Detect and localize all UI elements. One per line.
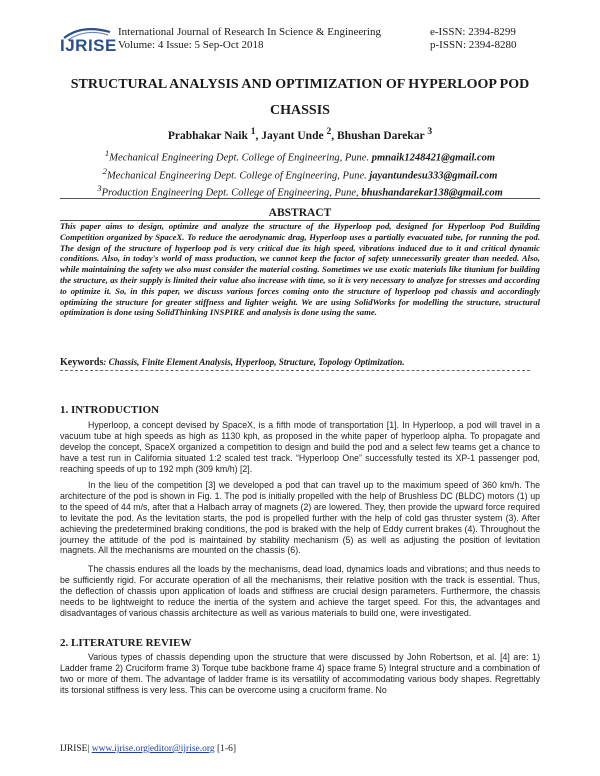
- literature-paragraph-1: Various types of chassis depending upon the structure that were discussed by John Robertson, et al. [4] are: 1) Ladder frame 2) Cruciform frame 3) Torque tube backbone frame 4) space frame 5) Integral structure and a combination of two or more of them. The advantage of ladder frame is its versatility of accommodating various body shapes. Regrettably its torsional stiffness is very less. This can be overcome using a cruciform frame. No: [60, 652, 540, 695]
- intro-paragraph-3: The chassis endures all the loads by the mechanisms, dead load, dynamics loads and vibrations; and thus needs to be sufficiently rigid. For accurate operation of all the mechanisms, their relative position with the track is essential. Thus, the deflection of chassis upon application of loads and stiffness are crucial design parameters. Furthermore, the chassis needs to be lightweight to reduce the inertia of the system and achieve the target speed. For this, the advantages and disadvantages of various chassis architecture as well as various materials to build one, were investigated.: [60, 564, 540, 618]
- author-sup: 1: [250, 126, 256, 137]
- keywords-value: : Chassis, Finite Element Analysis, Hyperloop, Structure, Topology Optimization.: [103, 357, 405, 367]
- author-sup: 3: [427, 126, 433, 137]
- affiliation-text: Production Engineering Dept. College of Engineering, Pune,: [101, 187, 362, 199]
- e-issn: e-ISSN: 2394-8299: [430, 26, 516, 38]
- dashed-separator: [60, 370, 530, 371]
- affiliation-sup: 1: [104, 148, 110, 158]
- footer-prefix: IJRISE|: [60, 744, 92, 754]
- issn-block: [430, 26, 540, 52]
- author-sup: 2: [326, 126, 332, 137]
- title-line-1: STRUCTURAL ANALYSIS AND OPTIMIZATION OF HYPERLOOP POD: [70, 77, 530, 92]
- keywords: [60, 357, 540, 368]
- footer-pages: [1-6]: [214, 744, 236, 754]
- paper-title: [60, 72, 540, 124]
- intro-paragraph-1: Hyperloop, a concept devised by SpaceX, is a fifth mode of transportation [1]. In Hyperloop, a pod will travel in a vacuum tube at high speeds as high as 1130 kph, as proposed in the white paper of hyperloop alpha. To propagate and develop the concept, SpaceX organized a competition to design and build the pod and a select few teams get a chance to have a test run in California situated 1:2 scaled test track. “Hyperloop One” successfully tested its XP-1 passenger pod, reaching speeds of up to 192 mph (309 km/h) [2].: [60, 420, 540, 474]
- affiliation-text: Mechanical Engineering Dept. College of Engineering, Pune.: [109, 152, 372, 164]
- journal-logo: [60, 24, 118, 64]
- abstract-heading: ABSTRACT: [268, 207, 332, 219]
- section-heading-literature-review: 2. LITERATURE REVIEW: [60, 637, 192, 649]
- page-footer: [60, 744, 236, 754]
- volume-issue: Volume: 4 Issue: 5 Sep-Oct 2018: [118, 39, 264, 51]
- author-name: Bhushan Darekar: [337, 129, 425, 142]
- keywords-label: Keywords: [60, 357, 104, 368]
- abstract-body: This paper aims to design, optimize and analyze the structure of the Hyperloop pod, designed for Hyperloop Pod Building Competition organized by SpaceX. To reduce the aerodynamic drag, Hyperloop uses a partially evacuated tube, for running the pod. The design of the structure of hyperloop pod is very critical due its high speed, vibrations induced due to it and critical dynamic conditions. Also, in today's world of mass production, we cannot keep the factor of safety unnecessarily greater than needed. Also, while maintaining the safety we also must consider the material costing. Sometimes we use exotic materials like titanium for building the structure, as their supply is limited their value also increase with time, so it is very necessary to analyze for stresses and according to optimize it. So, in this paper, we discuss various forces coming onto the structure of hyperloop pod chassis and accordingly optimizing the structure for greater stiffness and lighter weight. We are using SolidWorks for modelling the structure, structural optimization is done using SolidThinking INSPIRE and analysis is done using the same.: [60, 221, 540, 318]
- journal-info: [118, 26, 381, 52]
- affiliation: [60, 182, 540, 200]
- affiliation: [60, 147, 540, 165]
- affiliations: [60, 147, 540, 200]
- author-email[interactable]: jayantundesu333@gmail.com: [369, 170, 498, 181]
- journal-name: International Journal of Research In Science & Engineering: [118, 26, 381, 38]
- logo-text: IJRISE: [60, 36, 117, 55]
- footer-separator: |: [147, 744, 150, 754]
- author-email[interactable]: bhushandarekar138@gmail.com: [361, 187, 503, 199]
- footer-email-link[interactable]: editor@ijrise.org: [149, 744, 215, 754]
- journal-header: [60, 24, 540, 64]
- affiliation-sup: 2: [102, 165, 107, 176]
- affiliation-sup: 3: [97, 183, 102, 193]
- affiliation-text: Mechanical Engineering Dept. College of Engineering, Pune.: [106, 170, 370, 181]
- p-issn: p-ISSN: 2394-8280: [430, 39, 517, 51]
- affiliation: [60, 165, 540, 183]
- intro-paragraph-2: In the lieu of the competition [3] we developed a pod that can travel up to the maximum speed of 360 km/h. The architecture of the pod is shown in Fig. 1. The pod is initially propelled with the help of Brushless DC (BLDC) motors (1) up to the speed of 44 m/s, after that a Halbach array of magnets (2) are lowered. They, then provide the upward force required to levitate the pod. As the levitation starts, the pod is propelled further with the help of cold gas thruster system (3). After achieving the predetermined braking conditions, the pod is braked with the help of Eddy current brakes (4). Throughout the journey the attitude of the pod is maintained by stability mechanism (5) as well as adjusting the position of levitation magnets. All the mechanisms are mounted on the chassis (6).: [60, 480, 540, 556]
- footer-site-link[interactable]: www.ijrise.org: [91, 744, 148, 754]
- author-list: Prabhakar Naik $^1$, Jayant Unde $^2$, Bhushan Darekar $^3$: [167, 126, 433, 142]
- section-heading-introduction: 1. INTRODUCTION: [60, 404, 160, 416]
- author-email[interactable]: pmnaik1248421@gmail.com: [371, 152, 496, 164]
- title-line-2: CHASSIS: [270, 103, 330, 118]
- abstract-top-rule: [60, 198, 540, 199]
- author-name: Prabhakar Naik: [167, 129, 248, 142]
- author-name: Jayant Unde: [261, 129, 324, 142]
